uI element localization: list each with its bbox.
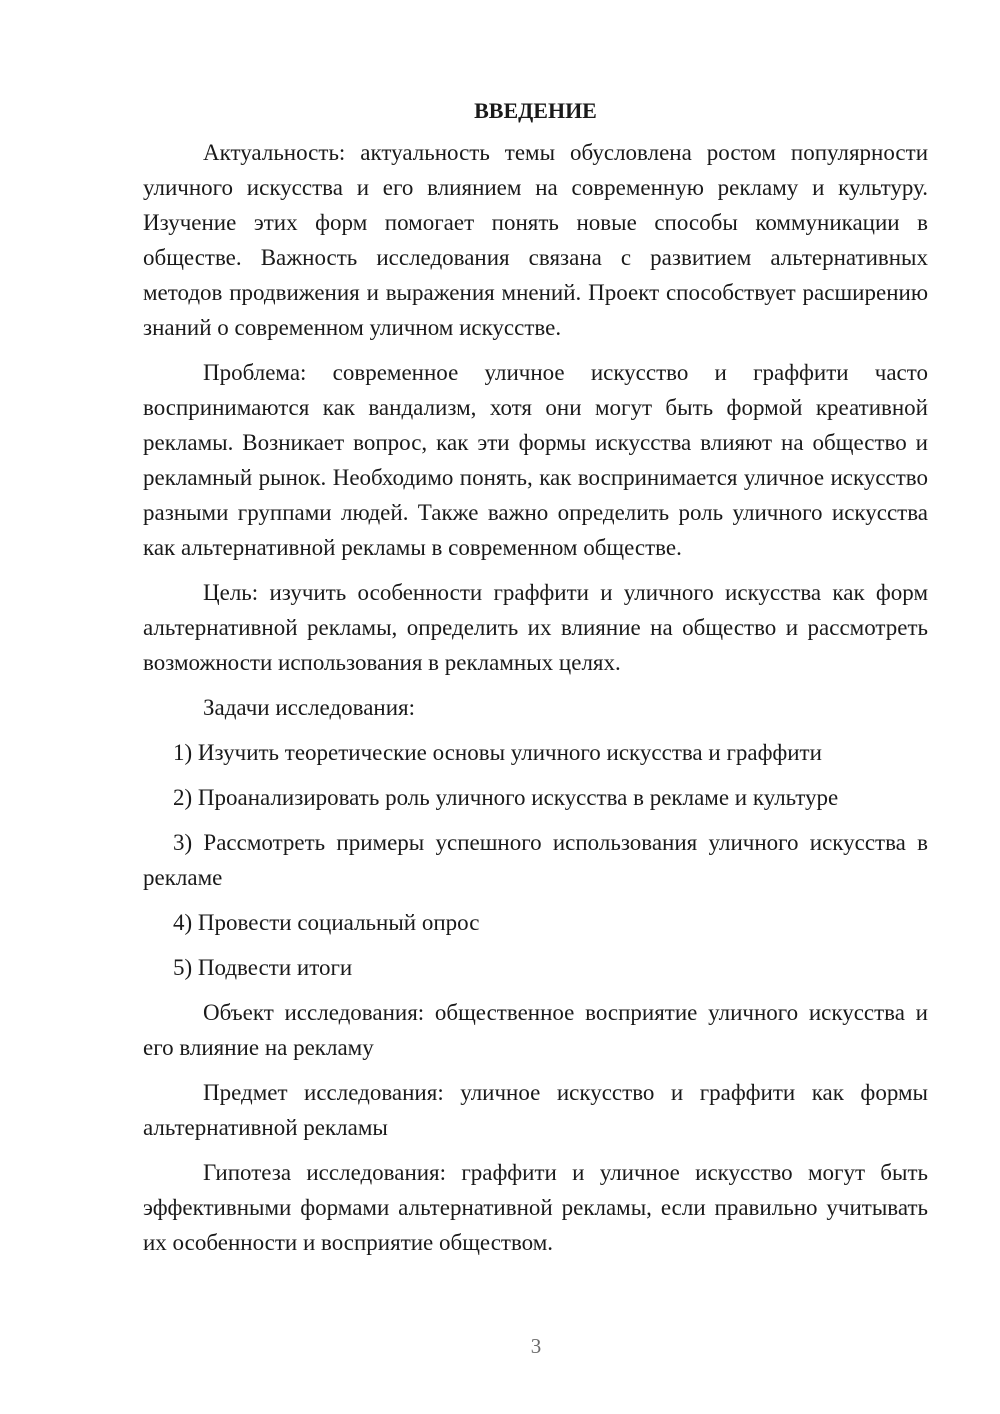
task-item-3: 3) Рассмотреть примеры успешного использования уличного искусства в рекламе <box>143 830 928 890</box>
paragraph-object: Объект исследования: общественное восприятие уличного искусства и его влияние на рекламу <box>143 1000 928 1060</box>
paragraph-problem: Проблема: современное уличное искусство и граффити часто воспринимаются как вандализм, хотя они могут быть формой креативной рекламы. Возникает вопрос, как эти формы искусства влияют на общество и рекламный рынок. Необходимо понять, как воспринимается уличное искусство разными группами людей. Также важно определить роль уличного искусства как альтернативной рекламы в современном обществе. <box>143 360 928 560</box>
paragraph-hypothesis: Гипотеза исследования: граффити и уличное искусство могут быть эффективными формами альтернативной рекламы, если правильно учитывать их особенности и восприятие обществом. <box>143 1160 928 1255</box>
task-item-5: 5) Подвести итоги <box>173 955 353 980</box>
document-page <box>143 96 928 1270</box>
paragraph-goal: Цель: изучить особенности граффити и уличного искусства как форм альтернативной рекламы, определить их влияние на общество и рассмотреть возможности использования в рекламных целях. <box>143 580 928 675</box>
task-item-4: 4) Провести социальный опрос <box>173 910 480 935</box>
paragraph-relevance: Актуальность: актуальность темы обусловлена ростом популярности уличного искусства и его влиянием на современную рекламу и культуру. Изучение этих форм помогает понять новые способы коммуникации в обществе. Важность исследования связана с развитием альтернативных методов продвижения и выражения мнений. Проект способствует расширению знаний о современном уличном искусстве. <box>143 140 928 340</box>
tasks-heading: Задачи исследования: <box>203 695 416 720</box>
page-number: 3 <box>530 1334 542 1358</box>
task-item-1: 1) Изучить теоретические основы уличного искусства и граффити <box>173 740 822 765</box>
paragraph-subject: Предмет исследования: уличное искусство и граффити как формы альтернативной рекламы <box>143 1080 928 1140</box>
task-item-2: 2) Проанализировать роль уличного искусства в рекламе и культуре <box>173 785 839 810</box>
page-title: ВВЕДЕНИЕ <box>474 98 597 123</box>
